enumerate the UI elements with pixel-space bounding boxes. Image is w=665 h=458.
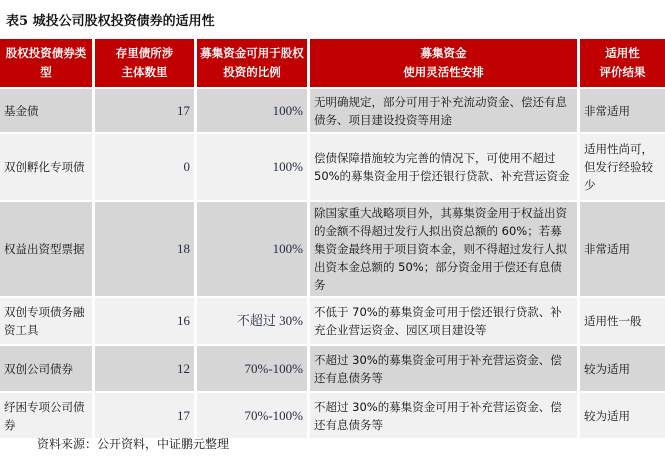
- header-result: 适用性 评价结果: [580, 39, 665, 87]
- cell-ratio: 100%: [197, 134, 307, 200]
- cell-result: 较为适用: [580, 393, 665, 438]
- cell-result: 适用性尚可，但发行经验较少: [580, 134, 665, 200]
- cell-ratio: 70%-100%: [197, 393, 307, 438]
- header-row: [0, 39, 665, 87]
- cell-type: 双创孵化专项债: [0, 134, 92, 200]
- cell-result: 非常适用: [580, 89, 665, 132]
- cell-ratio: 100%: [197, 89, 307, 132]
- header-type: 股权投资债券类型: [0, 39, 92, 87]
- cell-ratio: 不超过 30%: [197, 298, 307, 344]
- cell-arrangement: 不超过 30%的募集资金可用于补充营运资金、偿还有息债务等: [310, 346, 577, 391]
- cell-arrangement: 除国家重大战略项目外，其募集资金用于权益出资的金额不得超过发行人拟出资总额的 60%；若募集资金最终用于项目资本金，则不得超过发行人拟出资本金总额的 50%；部分资金用于偿还有息债务: [310, 202, 577, 296]
- cell-ratio: 100%: [197, 202, 307, 296]
- cell-arrangement: 不低于 70%的募集资金可用于偿还银行贷款、补充企业营运资金、园区项目建设等: [310, 298, 577, 344]
- cell-arrangement: 偿债保障措施较为完善的情况下，可使用不超过50%的募集资金用于偿还银行贷款、补充营运资金: [310, 134, 577, 200]
- cell-count: 12: [95, 346, 194, 391]
- header-count: 存里债所涉 主体数里: [95, 39, 194, 87]
- cell-type: 双创专项债务融资工具: [0, 298, 92, 344]
- table-row: [0, 298, 665, 344]
- cell-result: 非常适用: [580, 202, 665, 296]
- cell-arrangement: 不超过 30%的募集资金可用于补充营运资金、偿还有息债务等: [310, 393, 577, 438]
- cell-count: 16: [95, 298, 194, 344]
- cell-count: 18: [95, 202, 194, 296]
- cell-ratio: 70%-100%: [197, 346, 307, 391]
- cell-count: 17: [95, 393, 194, 438]
- cell-result: 较为适用: [580, 346, 665, 391]
- table-row: [0, 202, 665, 296]
- cell-type: 纾困专项公司债券: [0, 393, 92, 438]
- cell-type: 权益出资型票据: [0, 202, 92, 296]
- cell-count: 17: [95, 89, 194, 132]
- cell-result: 适用性一般: [580, 298, 665, 344]
- header-arrangement: 募集资金 使用灵活性安排: [310, 39, 577, 87]
- cell-count: 0: [95, 134, 194, 200]
- header-ratio: 募集资金可用于股权投资的比例: [197, 39, 307, 87]
- table-row: [0, 134, 665, 200]
- cell-type: 双创公司债券: [0, 346, 92, 391]
- bond-suitability-table: [0, 37, 665, 440]
- table-row: [0, 393, 665, 438]
- table-row: [0, 89, 665, 132]
- source-note: 资料来源：公开资料，中证鹏元整理: [37, 437, 230, 451]
- table-row: [0, 346, 665, 391]
- cell-arrangement: 无明确规定，部分可用于补充流动资金、偿还有息债务、项目建设投资等用途: [310, 89, 577, 132]
- table-title: 表5 城投公司股权投资债券的适用性: [6, 14, 215, 29]
- cell-type: 基金债: [0, 89, 92, 132]
